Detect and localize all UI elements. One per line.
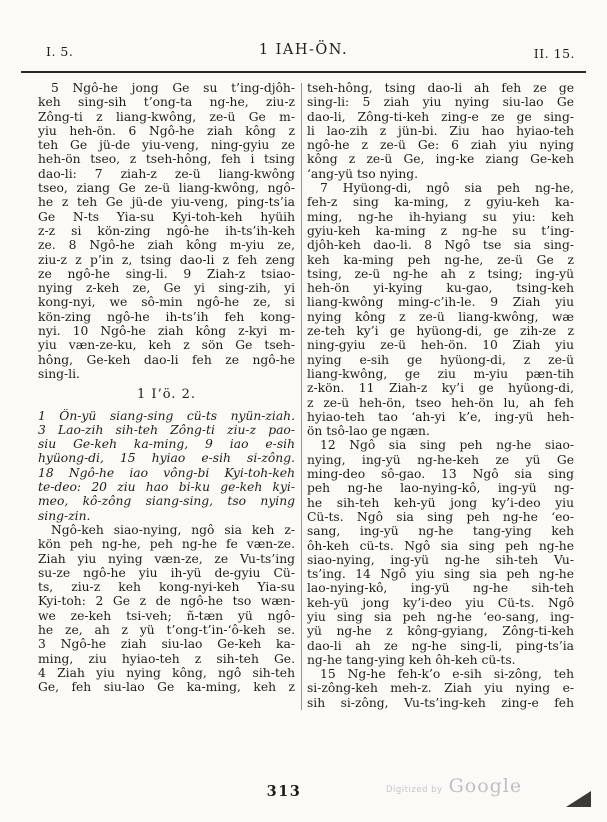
text-line: kong-nyi, we sô-min ngô-he ze, si bbox=[38, 295, 295, 310]
text-line: dao-li: 7 ziah-z ze-ü liang-kwông bbox=[38, 166, 295, 181]
text-line: liang-kwông, ge ziu m-yiu pæn-tih bbox=[307, 366, 574, 381]
text-line: hyüong-di, 15 hyiao e-sih si-zông. bbox=[38, 451, 295, 466]
text-line: 18 Ngô-he iao vông-bi Kyi-toh-keh bbox=[38, 465, 295, 480]
text-line: yü ng-he z kông-gyiang, Zông-ti-keh bbox=[307, 624, 574, 639]
text-line: ‘ang-yü tso nying. bbox=[307, 166, 419, 181]
text-line: feh-z sing ka-ming, z gyiu-keh ka- bbox=[307, 195, 574, 210]
page-number: 313 bbox=[266, 783, 302, 800]
text-line: he ze, ah z yü t’ong-t’in-‘ô-keh se. bbox=[38, 622, 295, 637]
text-line: li lao-zih z jün-bi. Ziu hao hyiao-teh bbox=[307, 123, 574, 138]
text-line: djôh-keh dao-li. 8 Ngô tse sia sing- bbox=[307, 238, 574, 253]
chapter-summary bbox=[38, 409, 295, 523]
text-line: ming, ng-he ih-hyiang su yiu: keh bbox=[307, 209, 574, 224]
text-line: ze-teh ky’i ge hyüong-di, ge zih-ze z bbox=[307, 324, 574, 339]
verse-paragraph bbox=[307, 667, 574, 710]
text-line: Ziah yiu nying væn-ze, ze Vu-ts’ing bbox=[38, 551, 295, 566]
verse-paragraph bbox=[38, 523, 295, 695]
text-line: lao-nying-kô, ing-yü ng-he sih-teh bbox=[307, 581, 574, 596]
text-line: he z teh Ge jü-de yiu-veng, ping-ts’ia bbox=[38, 195, 295, 210]
text-line: liang-kwông ming-c’ih-le. 9 Ziah yiu bbox=[307, 295, 574, 310]
text-line: ts’ing. 14 Ngô yiu sing sia peh ng-he bbox=[307, 567, 574, 582]
text-line: nying kông z ze-ü liang-kwông, wæ bbox=[307, 309, 574, 324]
text-line: ön tsô-lao ge ngæn. bbox=[307, 424, 430, 439]
text-line: kông z ze-ü Ge, ing-ke ziang Ge-keh bbox=[307, 152, 574, 167]
text-line: su-ze ngô-he yiu ih-yü de-gyiu Cü- bbox=[38, 565, 295, 580]
text-line: we ze-keh tsi-veh; ñ-tæn yü ngô- bbox=[38, 608, 295, 623]
text-line: te-deo: 20 ziu hao bi-ku ge-keh kyi- bbox=[38, 480, 295, 495]
page-title: 1 IAH-ÖN. bbox=[258, 42, 349, 58]
text-line: hông, Ge-keh dao-li feh ze ngô-he bbox=[38, 352, 295, 367]
text-line: sing-li: 5 ziah yiu nying siu-lao Ge bbox=[307, 95, 574, 110]
text-line: ziu-z z p’in z, tsing dao-li z feh zeng bbox=[38, 252, 295, 267]
header-right-reference: II. 15. bbox=[533, 46, 575, 61]
watermark-prefix: Digitized by bbox=[386, 785, 443, 795]
text-line: Ngô-keh siao-nying, ngô sia keh z- bbox=[51, 522, 295, 537]
text-line: ming-deo sô-gao. 13 Ngô sia sing bbox=[307, 467, 574, 482]
text-line: ôh-keh cü-ts. Ngô sia sing peh ng-he bbox=[307, 538, 574, 553]
text-line: kön-zing ngô-he ih-ts’ih feh kong- bbox=[38, 309, 295, 324]
text-line: ze ngô-he sing-li. 9 Ziah-z tsiao- bbox=[38, 266, 295, 281]
text-line: hyiao-teh tao ‘ah-yi k’e, ing-yü heh- bbox=[307, 409, 574, 424]
verse-paragraph bbox=[307, 81, 574, 181]
text-line: kön peh ng-he, peh ng-he fe væn-ze. bbox=[38, 537, 295, 552]
digitized-by-google-watermark bbox=[386, 775, 522, 797]
text-line: z-kön. 11 Ziah-z ky’i ge hyüong-di, bbox=[307, 381, 574, 396]
text-line: 4 Ziah yiu nying kông, ngô sih-teh bbox=[38, 665, 295, 680]
text-line: dao-li ah ze ng-he sing-li, ping-ts’ia bbox=[307, 638, 574, 653]
text-line: sang, ing-yü ng-he tang-ying keh bbox=[307, 524, 574, 539]
text-line: Kyi-toh: 2 Ge z de ngô-he tso wæn- bbox=[38, 594, 295, 609]
text-line: 5 Ngô-he jong Ge su t’ing-djôh- bbox=[51, 81, 295, 95]
text-line: tsing, ze-ü ng-he ah z tsing; ing-yü bbox=[307, 266, 574, 281]
chapter-heading: 1 I’ö. 2. bbox=[137, 387, 196, 403]
text-line: ning-gyiu ze-ü heh-ön. 10 Ziah yiu bbox=[307, 338, 574, 353]
text-line: nying, ing-yü ng-he-keh ze yü Ge bbox=[307, 452, 574, 467]
text-line: ming, ziu hyiao-teh z sih-teh Ge. bbox=[38, 651, 295, 666]
text-line: z-z si kön-zing ngô-he ih-ts’ih-keh bbox=[38, 223, 295, 238]
text-line: ng-he tang-ying keh ôh-keh cü-ts. bbox=[307, 652, 516, 667]
text-line: 3 Ngô-he ziah siu-lao Ge-keh ka- bbox=[38, 637, 295, 652]
right-column bbox=[307, 81, 574, 710]
verse-paragraph bbox=[307, 181, 574, 438]
text-line: gyiu-keh ka-ming z ng-he su t’ing- bbox=[307, 223, 574, 238]
running-header bbox=[30, 44, 577, 62]
text-line: nyi. 10 Ngô-he ziah kông z-kyi m- bbox=[38, 324, 295, 339]
column-divider bbox=[301, 83, 302, 710]
header-left-reference: I. 5. bbox=[46, 44, 74, 59]
text-line: keh sing-sih t’ong-ta ng-he, ziu-z bbox=[38, 95, 295, 110]
text-line: keh ka-ming peh ng-he, ze-ü Ge z bbox=[307, 252, 574, 267]
text-line: heh-ön tseo, z tseh-hông, feh i tsing bbox=[38, 152, 295, 167]
verse-paragraph bbox=[307, 438, 574, 667]
text-line: yiu sing sia peh ng-he ‘eo-sang, ing- bbox=[307, 609, 574, 624]
text-line: peh ng-he lao-nying-kô, ing-yü ng- bbox=[307, 481, 574, 496]
text-line: ts, ziu-z keh kong-nyi-keh Yia-su bbox=[38, 580, 295, 595]
text-line: tseh-hông, tsing dao-li ah feh ze ge bbox=[307, 81, 574, 95]
text-line: tseo, ziang Ge ze-ü liang-kwông, ngô- bbox=[38, 181, 295, 196]
text-line: meo, kô-zông siang-sing, tso nying bbox=[38, 494, 295, 509]
text-line: siao-nying, ing-yü ng-he sih-teh Vu- bbox=[307, 552, 574, 567]
text-line: keh-yü jong ky’i-deo yiu Cü-ts. Ngô bbox=[307, 595, 574, 610]
text-line: ngô-he z ze-ü Ge: 6 ziah yiu nying bbox=[307, 138, 574, 153]
text-line: 7 Hyüong-di, ngô sia peh ng-he, bbox=[320, 181, 574, 196]
scanned-book-page bbox=[0, 44, 607, 822]
text-line: 3 Lao-zih sih-teh Zông-ti ziu-z pao- bbox=[38, 422, 295, 437]
text-line: Cü-ts. Ngô sia sing peh ng-he ‘eo- bbox=[307, 509, 574, 524]
text-line: Ge N-ts Yia-su Kyi-toh-keh hyüih bbox=[38, 209, 295, 224]
left-column bbox=[38, 81, 295, 710]
text-line: nying e-sih ge hyüong-di, z ze-ü bbox=[307, 352, 574, 367]
text-line: heh-ön yi-kying ku-gao, tsing-keh bbox=[307, 281, 574, 296]
verse-paragraph bbox=[38, 81, 295, 381]
text-line: nying z-keh ze, Ge yi sing-zih, yi bbox=[38, 281, 295, 296]
text-line: siu Ge-keh ka-ming, 9 iao e-sih bbox=[38, 437, 295, 452]
text-line: yiu heh-ön. 6 Ngô-he ziah kông z bbox=[38, 123, 295, 138]
text-line: dao-li, Zông-ti-keh zing-e ze ge sing- bbox=[307, 109, 574, 124]
page-corner-artifact bbox=[566, 791, 591, 807]
text-line: ze. 8 Ngô-he ziah kông m-yiu ze, bbox=[38, 238, 295, 253]
text-line: z ze-ü heh-ön, tseo heh-ön lu, ah feh bbox=[307, 395, 574, 410]
text-line: sing-zin. bbox=[38, 508, 91, 523]
text-line: si-zông-keh meh-z. Ziah yiu nying e- bbox=[307, 681, 574, 696]
text-line: 1 Ön-yü siang-sing cü-ts nyün-ziah. bbox=[38, 408, 295, 423]
text-line: he sih-teh keh-yü jong ky’i-deo yiu bbox=[307, 495, 574, 510]
google-logo: Google bbox=[448, 775, 523, 797]
text-line: Zông-ti z liang-kwông, ze-ü Ge m- bbox=[38, 109, 295, 124]
text-columns bbox=[0, 73, 607, 710]
text-line: sih si-zông, Vu-ts’ing-keh zing-e feh bbox=[307, 695, 574, 710]
text-line: yiu væn-ze-ku, keh z sön Ge tseh- bbox=[38, 338, 295, 353]
text-line: teh Ge jü-de yiu-veng, ning-gyiu ze bbox=[38, 138, 295, 153]
text-line: 15 Ng-he feh-k’o e-sih si-zông, teh bbox=[320, 667, 574, 682]
text-line: Ge, feh siu-lao Ge ka-ming, keh z bbox=[38, 680, 295, 695]
text-line: sing-li. bbox=[38, 366, 80, 381]
text-line: 12 Ngô sia sing peh ng-he siao- bbox=[320, 438, 574, 453]
